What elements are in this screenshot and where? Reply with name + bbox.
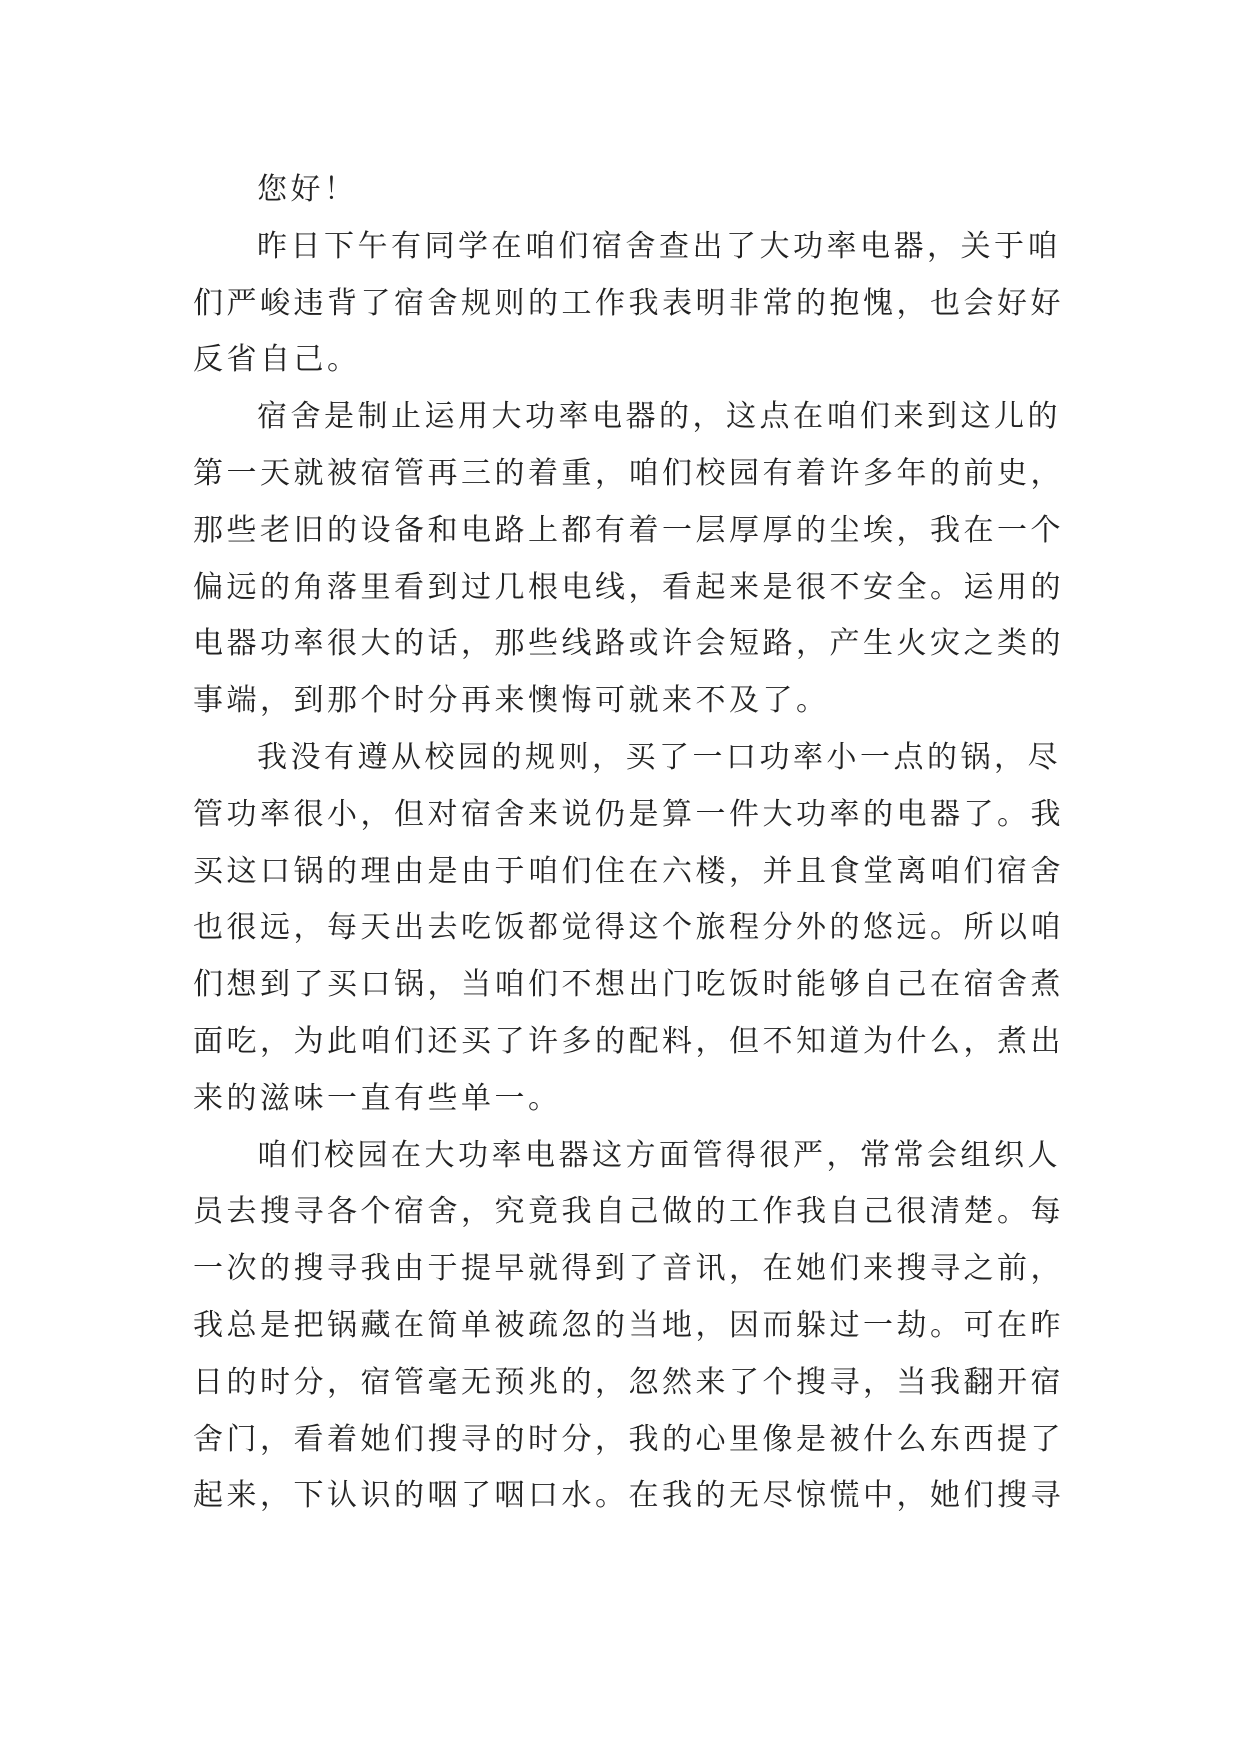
text-line: 们严峻违背了宿舍规则的工作我表明非常的抱愧，也会好好 [193, 285, 1064, 321]
text-line: 日的时分，宿管毫无预兆的，忽然来了个搜寻，当我翻开宿 [193, 1364, 1064, 1400]
text-line: 我没有遵从校园的规则，买了一口功率小一点的锅，尽 [257, 739, 1061, 775]
text-line: 起来，下认识的咽了咽口水。在我的无尽惊慌中，她们搜寻 [193, 1478, 1064, 1514]
text-line: 来的滋味一直有些单一。 [193, 1080, 562, 1116]
text-line: 们想到了买口锅，当咱们不想出门吃饭时能够自己在宿舍煮 [193, 967, 1064, 1003]
text-line: 舍门，看着她们搜寻的时分，我的心里像是被什么东西提了 [193, 1421, 1064, 1457]
text-line: 事端，到那个时分再来懊悔可就来不及了。 [193, 683, 830, 719]
text-line: 我总是把锅藏在简单被疏忽的当地，因而躲过一劫。可在昨 [193, 1307, 1064, 1343]
greeting-line: 您好！ [257, 172, 358, 207]
text-line: 偏远的角落里看到过几根电线，看起来是很不安全。运用的 [193, 569, 1064, 605]
text-line: 管功率很小，但对宿舍来说仍是算一件大功率的电器了。我 [193, 796, 1064, 832]
text-line: 面吃，为此咱们还买了许多的配料，但不知道为什么，煮出 [193, 1023, 1064, 1059]
text-line: 一次的搜寻我由于提早就得到了音讯，在她们来搜寻之前， [193, 1251, 1064, 1287]
text-line: 宿舍是制止运用大功率电器的，这点在咱们来到这儿的 [257, 399, 1061, 435]
text-line: 反省自己。 [193, 342, 361, 378]
text-line: 买这口锅的理由是由于咱们住在六楼，并且食堂离咱们宿舍 [193, 853, 1064, 889]
text-line: 员去搜寻各个宿舍，究竟我自己做的工作我自己很清楚。每 [193, 1194, 1064, 1230]
text-line: 也很远，每天出去吃饭都觉得这个旅程分外的悠远。所以咱 [193, 910, 1064, 946]
text-line: 咱们校园在大功率电器这方面管得很严，常常会组织人 [257, 1137, 1061, 1173]
text-line: 第一天就被宿管再三的着重，咱们校园有着许多年的前史， [193, 455, 1064, 491]
text-line: 电器功率很大的话，那些线路或许会短路，产生火灾之类的 [193, 626, 1064, 662]
text-line: 昨日下午有同学在咱们宿舍查出了大功率电器，关于咱 [257, 228, 1061, 264]
letter-body [193, 162, 1064, 1525]
text-line: 那些老旧的设备和电路上都有着一层厚厚的尘埃，我在一个 [193, 512, 1064, 548]
